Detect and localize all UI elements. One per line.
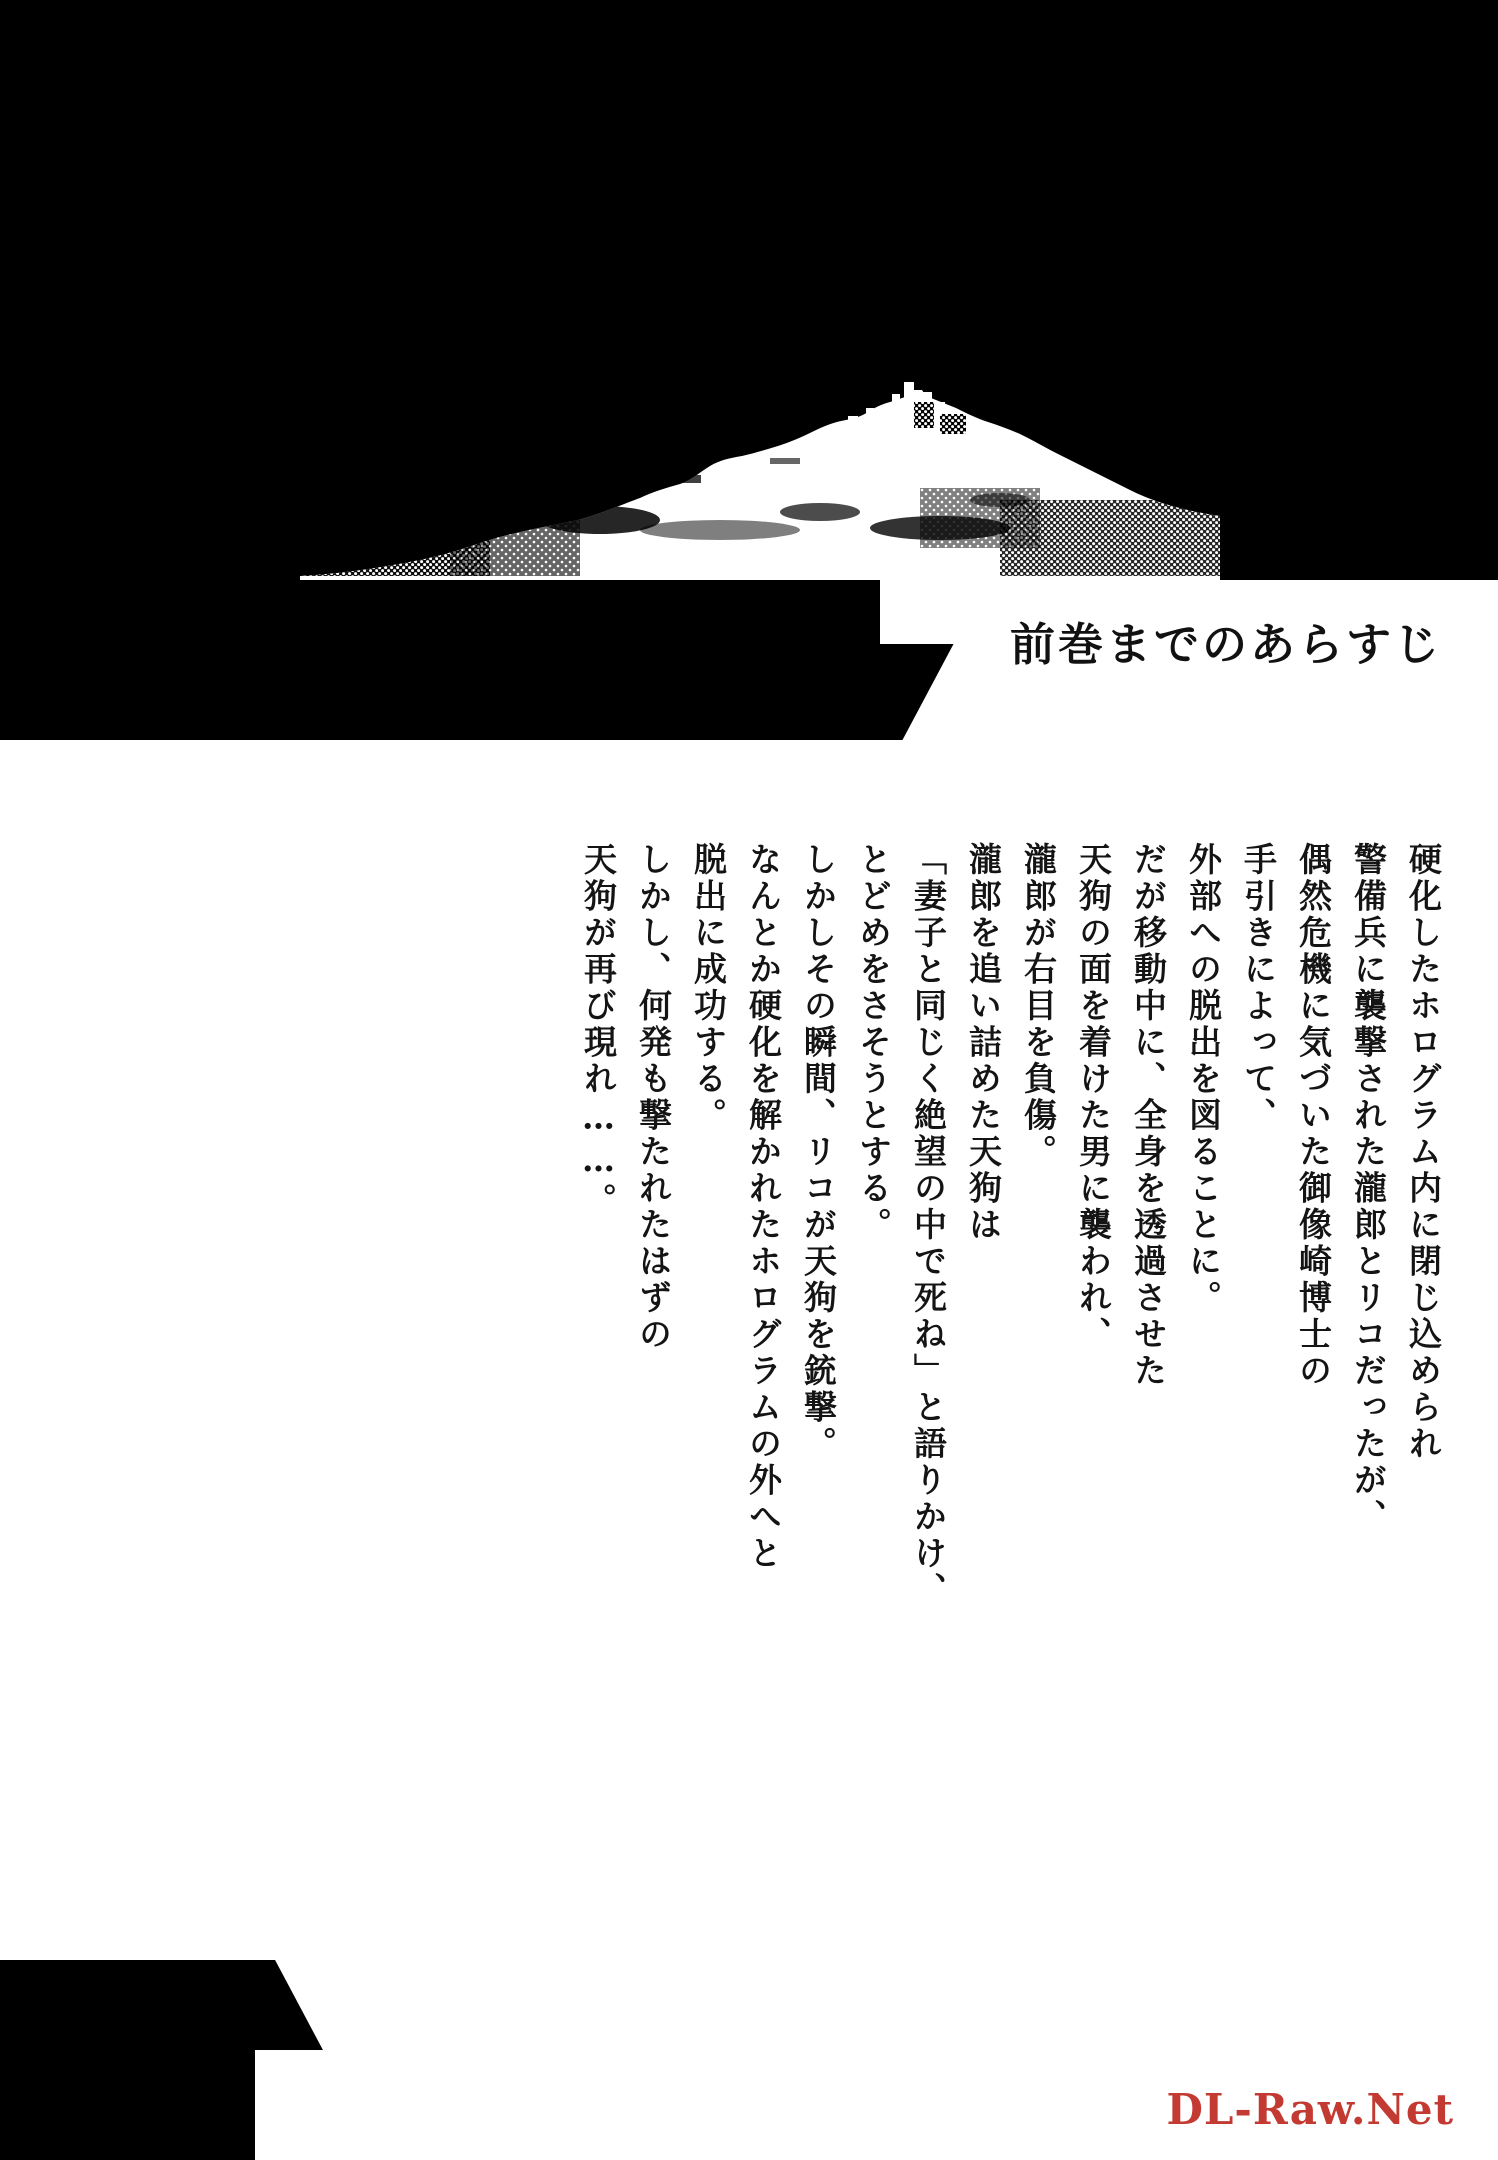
synopsis-line: 硬化したホログラム内に閉じ込められ	[1404, 842, 1443, 1463]
synopsis-text-block	[210, 842, 1443, 1932]
synopsis-line: 瀧郎が右目を負傷。	[1019, 842, 1058, 1171]
header-bar	[0, 580, 1498, 740]
synopsis-line: 外部への脱出を図ることに。	[1184, 842, 1223, 1317]
synopsis-line: しかしその瞬間、リコが天狗を銃撃。	[799, 842, 838, 1463]
header-black-notch	[0, 580, 880, 740]
synopsis-sheet	[0, 580, 1498, 2160]
synopsis-line: 天狗の面を着けた男に襲われ、	[1074, 842, 1113, 1353]
footer-black-notch	[0, 1960, 255, 2160]
synopsis-line: 脱出に成功する。	[689, 842, 728, 1134]
page-title: 前巻までのあらすじ	[1009, 618, 1442, 671]
synopsis-line: 手引きによって、	[1239, 842, 1278, 1134]
synopsis-line: 天狗が再び現れ……。	[579, 842, 618, 1219]
synopsis-line: 警備兵に襲撃された瀧郎とリコだったが、	[1349, 842, 1388, 1536]
synopsis-line: なんとか硬化を解かれたホログラムの外へと	[744, 842, 783, 1572]
watermark-text: DL-Raw.Net	[1166, 2085, 1454, 2134]
synopsis-line: とどめをさそうとする。	[854, 842, 893, 1244]
synopsis-line: だが移動中に、全身を透過させた	[1129, 842, 1168, 1390]
synopsis-line: 偶然危機に気づいた御像崎博士の	[1294, 842, 1333, 1390]
island-silhouette-icon	[300, 380, 1220, 585]
synopsis-line: 「妻子と同じく絶望の中で死ね」と語りかけ、	[909, 842, 948, 1609]
synopsis-line: 瀧郎を追い詰めた天狗は	[964, 842, 1003, 1244]
synopsis-line: しかし、何発も撃たれたはずの	[634, 842, 673, 1353]
